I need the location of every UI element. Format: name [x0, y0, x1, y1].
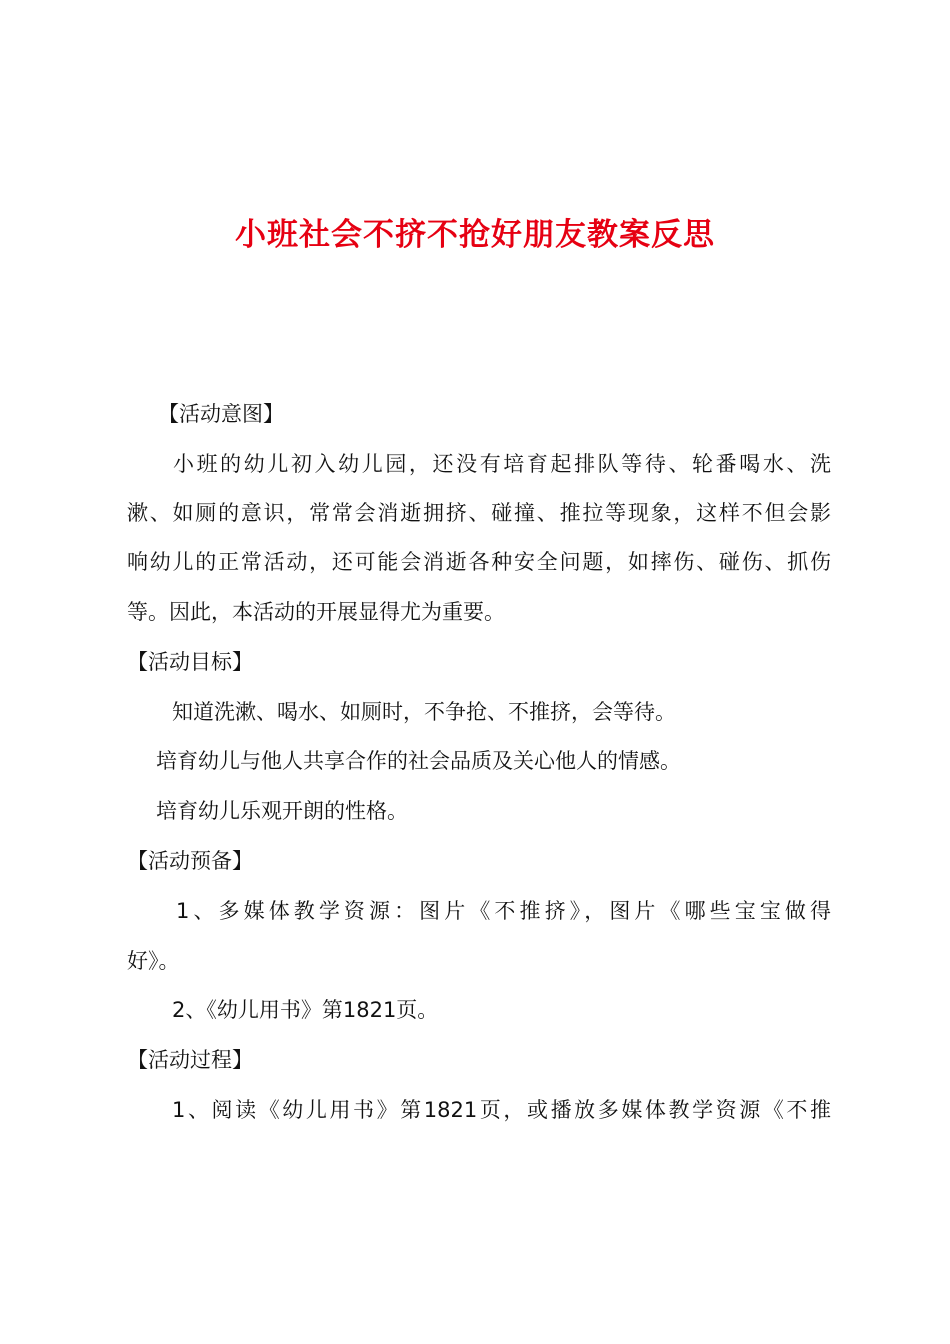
section-heading-process: 【活动过程】 — [127, 1048, 253, 1072]
preparation-item: 2、《幼儿用书》第1821页。 — [172, 998, 439, 1022]
goal-item: 培育幼儿与他人共享合作的社会品质及关心他人的情感。 — [156, 749, 681, 773]
section-heading-intent: 【活动意图】 — [158, 402, 284, 426]
paragraph-line: 等。因此，本活动的开展显得尤为重要。 — [127, 600, 505, 624]
process-item: 1、阅读《幼儿用书》第1821页，或播放多媒体教学资源《不推 — [172, 1098, 831, 1122]
goal-item: 知道洗漱、喝水、如厕时，不争抢、不推挤，会等待。 — [172, 700, 676, 724]
document-title: 小班社会不挤不抢好朋友教案反思 — [235, 217, 715, 253]
paragraph-line: 漱、如厕的意识，常常会消逝拥挤、碰撞、推拉等现象，这样不但会影 — [127, 501, 831, 525]
paragraph-line: 响幼儿的正常活动，还可能会消逝各种安全问题，如摔伤、碰伤、抓伤 — [127, 550, 831, 574]
section-heading-preparation: 【活动预备】 — [127, 849, 253, 873]
paragraph-line: 小班的幼儿初入幼儿园，还没有培育起排队等待、轮番喝水、洗 — [173, 452, 831, 476]
preparation-item-continued: 好》。 — [127, 949, 180, 973]
section-heading-goals: 【活动目标】 — [127, 650, 253, 674]
preparation-item: 1、多媒体教学资源：图片《不推挤》，图片《哪些宝宝做得 — [176, 899, 831, 923]
goal-item: 培育幼儿乐观开朗的性格。 — [156, 799, 408, 823]
